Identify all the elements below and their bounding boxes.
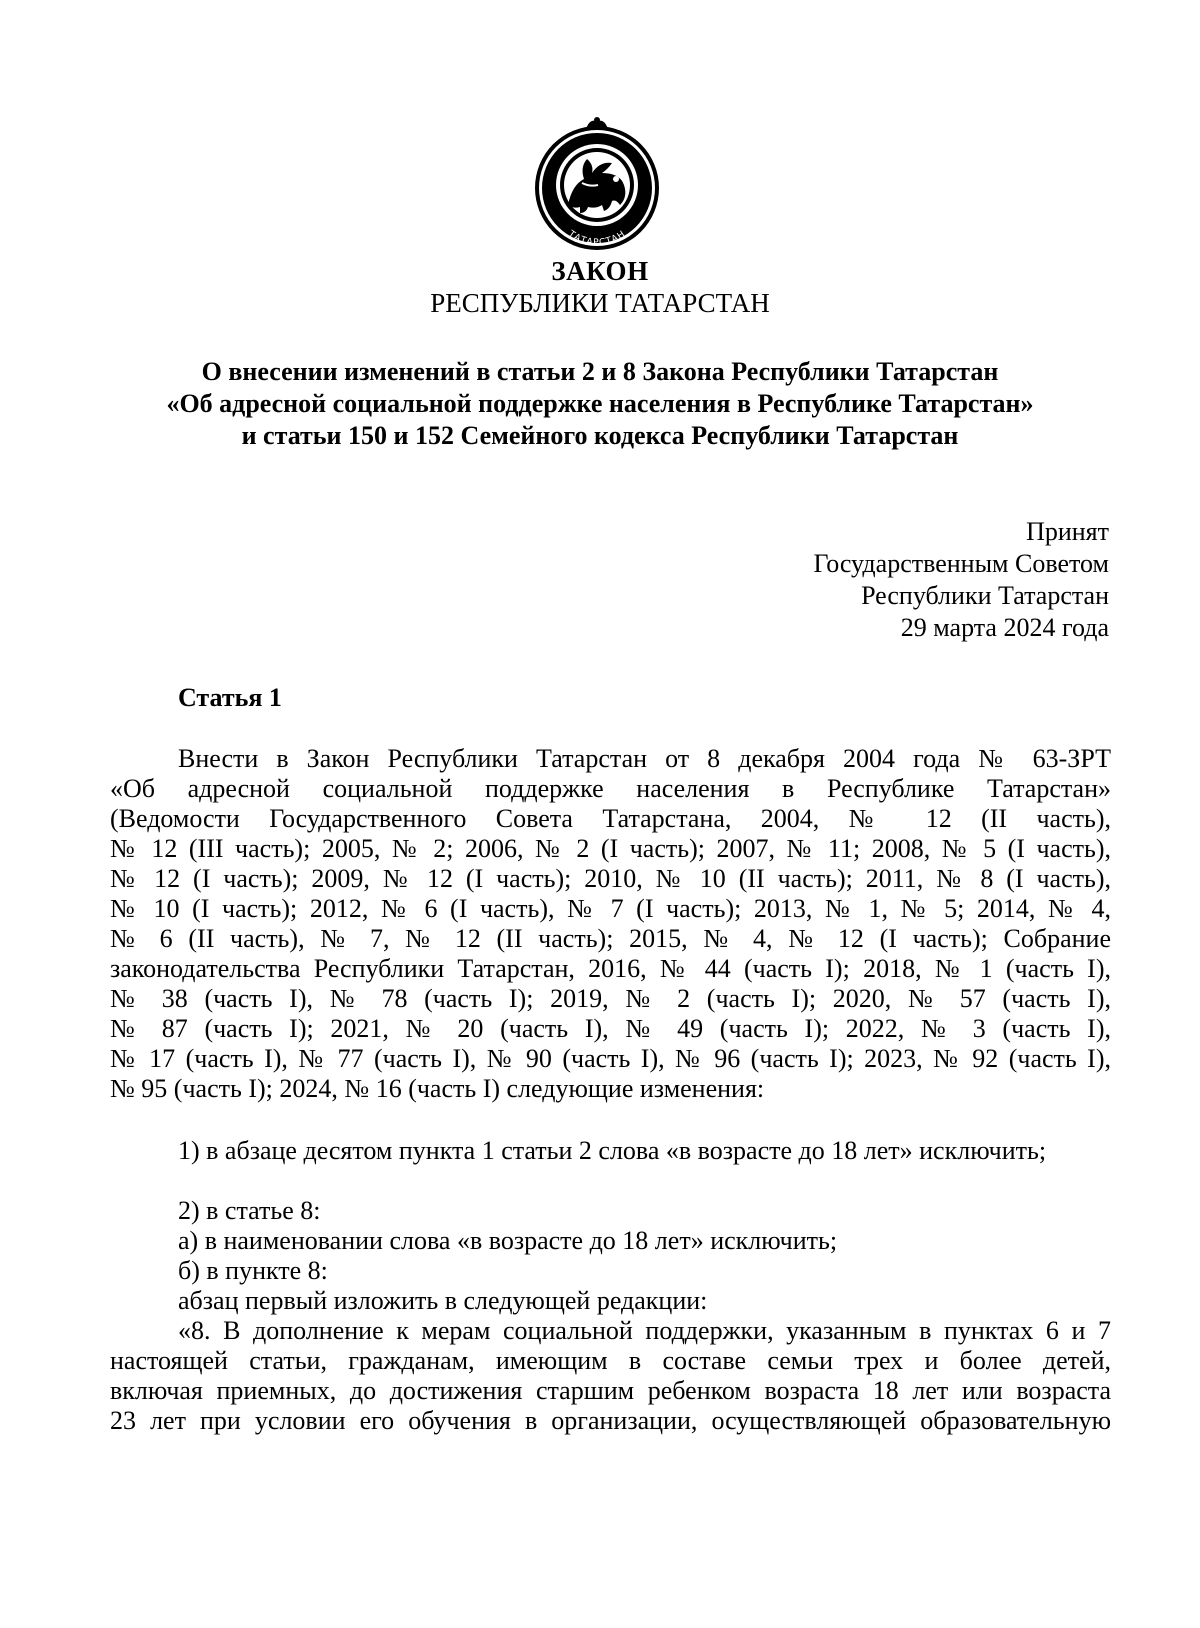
paragraph-line: № 12 (III часть); 2005, № 2; 2006, № 2 (I часть); 2007, № 11; 2008, № 5 (I часть),	[110, 834, 1111, 863]
law-republic: РЕСПУБЛИКИ ТАТАРСТАН	[430, 288, 770, 318]
adoption-line: Государственным Советом	[813, 549, 1109, 578]
paragraph-line: № 12 (I часть); 2009, № 12 (I часть); 2010, № 10 (II часть); 2011, № 8 (I часть),	[110, 864, 1111, 893]
paragraph-line: № 10 (I часть); 2012, № 6 (I часть), № 7 (I часть); 2013, № 1, № 5; 2014, № 4,	[110, 894, 1111, 923]
tatarstan-coat-of-arms-icon	[524, 113, 670, 259]
title-line: «Об адресной социальной поддержке населения в Республике Татарстан»	[166, 389, 1034, 418]
item-2b-text: абзац первый изложить в следующей редакции:	[178, 1286, 708, 1315]
adoption-line: Принят	[1026, 517, 1109, 546]
paragraph-line: «Об адресной социальной поддержке населения в Республике Татарстан»	[110, 774, 1111, 803]
quote-line: 23 лет при условии его обучения в организации, осуществляющей образовательную	[110, 1406, 1111, 1435]
item-2b: б) в пункте 8:	[178, 1256, 328, 1285]
paragraph-line: (Ведомости Государственного Совета Татарстана, 2004, № 12 (II часть),	[110, 804, 1111, 833]
article-heading: Статья 1	[178, 683, 282, 712]
quote-line: настоящей статьи, гражданам, имеющим в составе семьи трех и более детей,	[110, 1346, 1111, 1375]
emblem-text: ТАТАРСТАН	[566, 229, 628, 249]
title-line: и статьи 150 и 152 Семейного кодекса Республики Татарстан	[241, 421, 959, 450]
adoption-date: 29 марта 2024 года	[900, 613, 1109, 642]
adoption-block	[709, 516, 1109, 644]
paragraph-line: Внести в Закон Республики Татарстан от 8 декабря 2004 года № 63-ЗРТ	[178, 744, 1111, 773]
item-2: 2) в статье 8:	[178, 1196, 321, 1225]
paragraph-line: № 95 (часть I); 2024, № 16 (часть I) следующие изменения:	[110, 1074, 765, 1103]
law-heading: ЗАКОН	[551, 256, 649, 286]
item-2a: а) в наименовании слова «в возрасте до 18 лет» исключить;	[178, 1226, 838, 1255]
item-1: 1) в абзаце десятом пункта 1 статьи 2 слова «в возрасте до 18 лет» исключить;	[178, 1136, 1047, 1165]
paragraph-line: № 6 (II часть), № 7, № 12 (II часть); 2015, № 4, № 12 (I часть); Собрание	[110, 924, 1111, 953]
quote-line: включая приемных, до достижения старшим ребенком возраста 18 лет или возраста	[110, 1376, 1111, 1405]
adoption-line: Республики Татарстан	[861, 581, 1109, 610]
title-line: О внесении изменений в статьи 2 и 8 Закона Республики Татарстан	[201, 357, 999, 386]
quote-line: «8. В дополнение к мерам социальной поддержки, указанным в пунктах 6 и 7	[178, 1316, 1111, 1345]
paragraph-line: № 87 (часть I); 2021, № 20 (часть I), № 49 (часть I); 2022, № 3 (часть I),	[110, 1014, 1111, 1043]
paragraph-line: № 17 (часть I), № 77 (часть I), № 90 (часть I), № 96 (часть I); 2023, № 92 (часть I),	[110, 1044, 1111, 1073]
law-title	[0, 356, 1200, 452]
paragraph-line: законодательства Республики Татарстан, 2016, № 44 (часть I); 2018, № 1 (часть I),	[110, 954, 1111, 983]
paragraph-line: № 38 (часть I), № 78 (часть I); 2019, № 2 (часть I); 2020, № 57 (часть I),	[110, 984, 1111, 1013]
